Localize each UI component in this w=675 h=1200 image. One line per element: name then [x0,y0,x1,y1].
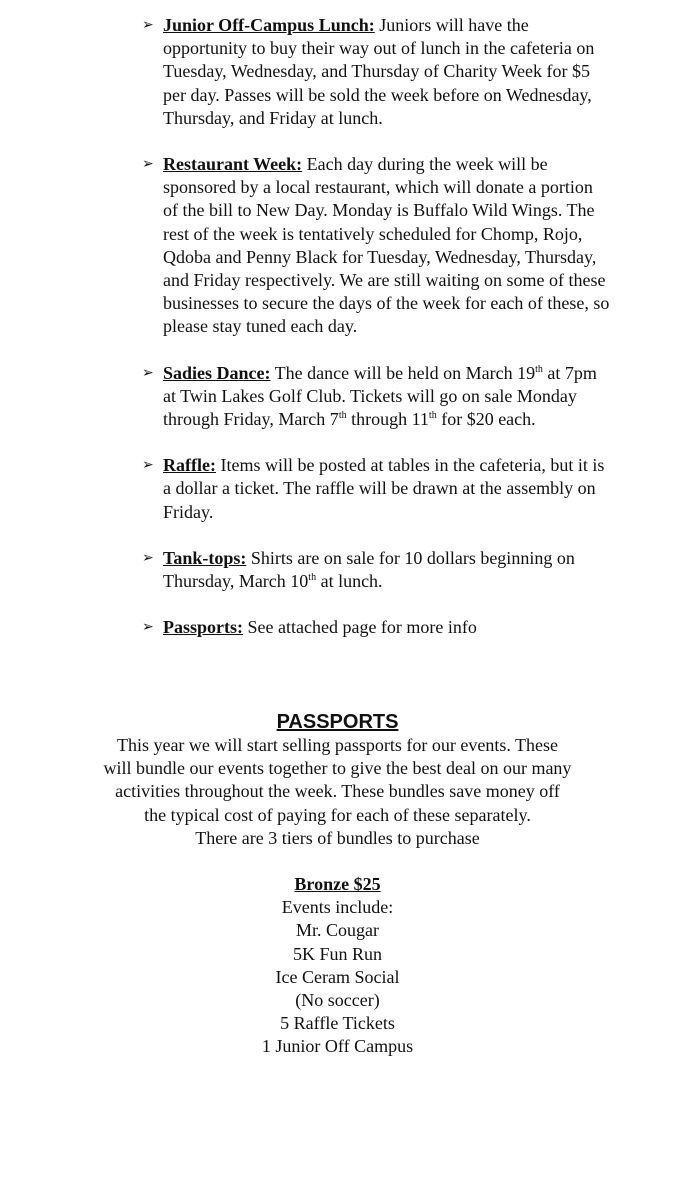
tier-line: 5 Raffle Tickets [280,1013,395,1034]
ordinal-suffix: th [535,363,543,375]
bullet-passports [142,616,612,639]
bullet-text: through 11 [346,409,429,430]
bronze-tier [0,873,675,1059]
bullet-body [163,454,612,524]
tier-line: 5K Fun Run [292,943,382,964]
intro-line: will bundle our events together to give the best deal on our many [103,758,572,779]
ordinal-suffix: th [308,572,317,584]
bullet-title: Raffle: [163,455,216,476]
ordinal-suffix: th [338,410,347,422]
bullet-text: for $20 each. [436,409,536,430]
bullet-title: Sadies Dance: [163,362,271,383]
tier-line: Events include: [281,897,394,918]
passports-section [0,710,675,1059]
arrow-bullet-icon: ➢ [142,619,154,636]
bullet-body [163,547,612,593]
arrow-bullet-icon: ➢ [142,17,154,33]
intro-line: There are 3 tiers of bundles to purchase [195,827,480,848]
bullet-title: Tank-tops: [163,547,247,568]
tier-line: 1 Junior Off Campus [261,1036,414,1057]
passports-intro [0,734,675,850]
bullet-sadies-dance [142,362,612,432]
bullet-tank-tops [142,547,612,593]
bullet-text: Each day during the week will be sponsored by a local restaurant, which will donate a portion of the bill to New Day. Monday is Buffalo Wild Wings. The rest of the week is tentatively scheduled for Chomp, Rojo, Qdoba and Penny Black for Tuesday, Wednesday, Thursday, and Friday respectively. We are still waiting on some of these businesses to secure the days of the week for each of these, so please stay tuned each day. [163,154,610,337]
intro-line: the typical cost of paying for each of these separately. [144,804,531,825]
bullet-body [163,362,612,432]
ordinal-suffix: th [428,410,437,422]
bullet-text: See attached page for more info [243,617,477,638]
bullet-raffle [142,454,612,524]
bullet-body [163,616,612,639]
intro-line: This year we will start selling passports for our events. These [116,735,559,755]
arrow-bullet-icon: ➢ [142,156,154,173]
tier-line: Ice Ceram Social [275,966,400,987]
bullet-title: Restaurant Week: [163,154,303,175]
tier-line: (No soccer) [295,990,380,1011]
arrow-bullet-icon: ➢ [142,364,154,381]
tier-title: Bronze $25 [294,874,381,895]
bullet-list [142,14,612,639]
bullet-text: Shirts are on sale for 10 dollars beginning on Thursday, March 10 [163,547,575,592]
bullet-text: Items will be posted at tables in the cafeteria, but it is a dollar a ticket. The raffle will be drawn at the assembly on Friday. [163,455,605,522]
bullet-body [163,153,612,339]
bullet-text: Juniors will have the opportunity to buy their way out of lunch in the cafeteria on Tuesday, Wednesday, and Thursday of Charity Week for $5 per day. Passes will be sold the week before on Wednesday, Thursday, and Friday at lunch. [163,15,595,128]
arrow-bullet-icon: ➢ [142,549,154,566]
bullet-title: Passports: [163,617,243,638]
bullet-text: The dance will be held on March 19 [270,362,536,383]
tier-line: Mr. Cougar [296,920,379,941]
intro-line: activities throughout the week. These bundles save money off [115,781,560,802]
bullet-restaurant-week [142,153,612,339]
bullet-title: Junior Off-Campus Lunch: [163,15,375,35]
bullet-body [163,14,612,130]
spacer [0,850,675,873]
bullet-junior-off-campus-lunch [142,14,612,130]
arrow-bullet-icon: ➢ [142,457,154,474]
bullet-text: at 7pm at Twin Lakes Golf Club. Tickets will go on sale Monday through Friday, March 7 [163,362,597,430]
passports-heading: PASSPORTS [276,711,399,733]
bullet-text: at lunch. [316,571,383,592]
